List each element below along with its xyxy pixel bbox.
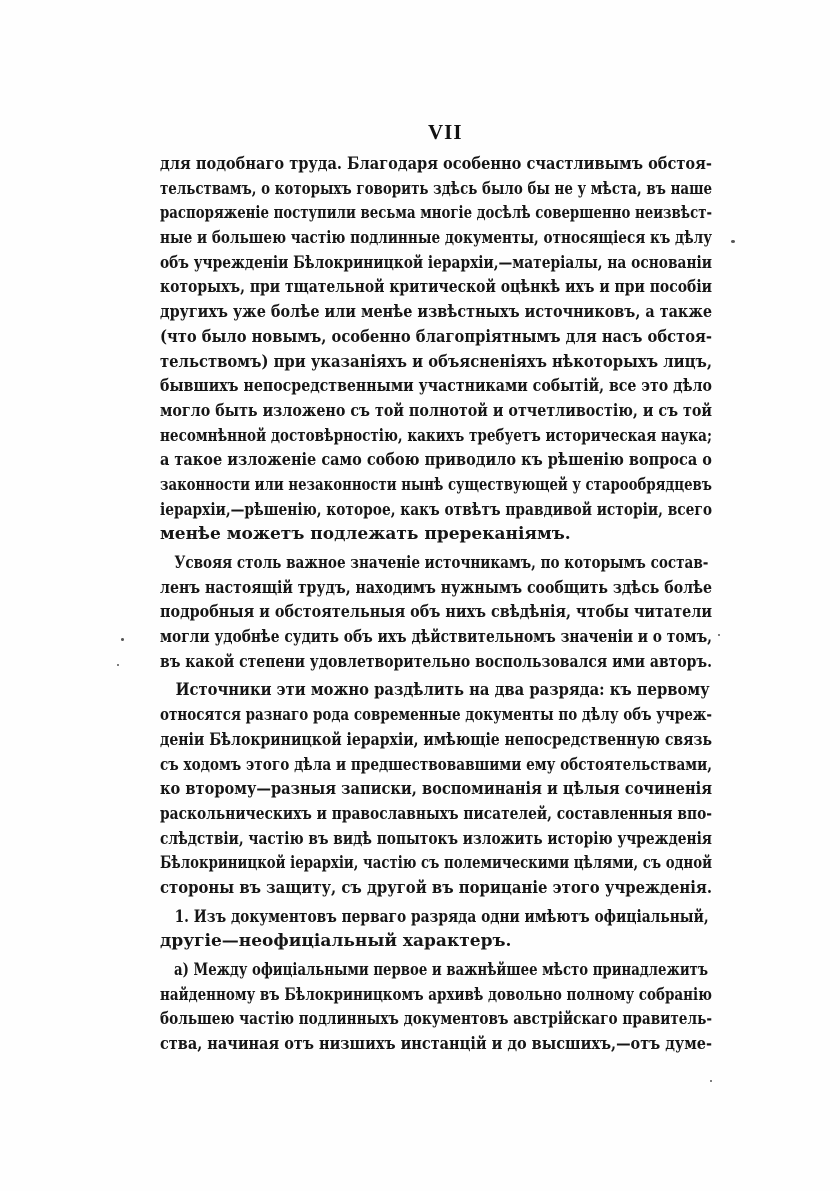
text-line: слѣдствіи, частію въ видѣ попытокъ изложить исторію учрежденія (160, 828, 712, 849)
text-line: могли удобнѣе судить объ ихъ дѣйствительномъ значеніи и о томъ, (160, 627, 712, 648)
text-line: раскольническихъ и православныхъ писателей, составленныя впо- (160, 803, 713, 824)
text-line: въ какой степени удовлетворительно воспользовался ими авторъ. (160, 651, 713, 672)
text-line: могло быть изложено съ той полнотой и отчетливостію, и съ той (160, 400, 712, 421)
text-line: относятся разнаго рода современные документы по дѣлу объ учреж- (160, 705, 713, 726)
text-line: несомнѣнной достовѣрностію, какихъ требуетъ историческая наука; (160, 425, 712, 446)
text-line: менѣе можетъ подлежать пререканіямъ. (160, 524, 571, 545)
text-line: найденному въ Бѣлокриницкомъ архивѣ довольно полному собранію (160, 984, 712, 1005)
text-line: ко второму—разныя записки, воспоминанія и цѣлыя сочиненія (160, 779, 713, 800)
text-line: законности или незаконности нынѣ существующей у старообрядцевъ (160, 474, 712, 495)
paragraph-start-line: Источники эти можно раздѣлить на два разряда: къ первому (175, 680, 710, 701)
text-line: Бѣлокриницкой іерархіи, частію съ полемическими цѣлями, съ одной (160, 853, 712, 874)
text-line: съ ходомъ этого дѣла и предшествовавшими ему обстоятельствами, (160, 754, 713, 775)
text-line: другихъ уже болѣе или менѣе извѣстныхъ источниковъ, а также (160, 302, 713, 323)
text-line: подробныя и обстоятельныя объ нихъ свѣдѣнія, чтобы читатели (160, 602, 713, 623)
text-line: ства, начиная отъ низшихъ инстанцій и до высшихъ,—отъ думе- (160, 1034, 712, 1055)
scan-speck (718, 634, 720, 636)
text-line: стороны въ защиту, съ другой въ порицаніе этого учрежденія. (160, 877, 713, 898)
text-line: большею частію подлинныхъ документовъ австрійскаго правитель- (160, 1009, 713, 1030)
scan-speck (117, 664, 119, 666)
text-line: деніи Бѣлокриницкой іерархіи, имѣющіе непосредственную связь (160, 729, 713, 750)
paragraph-start-line: а) Между офиціальными первое и важнѣйшее мѣсто принадлежитъ (174, 960, 709, 980)
paragraph-start-line: 1. Изъ документовъ перваго разряда одни имѣютъ офиціальный, (174, 906, 709, 927)
text-line: которыхъ, при тщательной критической оцѣнкѣ ихъ и при пособіи (160, 277, 712, 298)
text-line: тельствомъ) при указаніяхъ и объясненіяхъ нѣкоторыхъ лицъ, (160, 351, 712, 372)
text-line: тельствамъ, о которыхъ говорить здѣсь было бы не у мѣста, въ наше (160, 178, 713, 199)
page-number: VII (428, 120, 463, 144)
text-line: а такое изложеніе само собою приводило къ рѣшенію вопроса о (160, 450, 712, 471)
scan-speck (121, 638, 124, 641)
scan-speck (731, 240, 735, 243)
text-line: бывшихъ непосредственными участниками событій, все это дѣло (160, 376, 713, 397)
text-line: ленъ настоящій трудъ, находимъ нужнымъ сообщить здѣсь болѣе (160, 577, 713, 598)
text-line: распоряженіе поступили весьма многіе досѣлѣ совершенно неизвѣст- (160, 203, 713, 224)
text-line: объ учрежденіи Бѣлокриницкой іерархіи,—матеріалы, на основаніи (160, 252, 712, 273)
text-line: ные и большею частію подлинные документы, относящіеся къ дѣлу (160, 228, 712, 249)
text-line: для подобнаго труда. Благодаря особенно счастливымъ обстоя- (160, 154, 712, 174)
text-line: другіе—неофиціальный характеръ. (160, 931, 512, 952)
paragraph-start-line: Усвояя столь важное значеніе источникамъ, по которымъ состав- (174, 553, 709, 573)
body-text (160, 152, 712, 1057)
text-line: іерархіи,—рѣшенію, которое, какъ отвѣтъ правдивой исторіи, всего (160, 499, 713, 520)
text-line: (что было новымъ, особенно благопріятнымъ для насъ обстоя- (160, 326, 712, 347)
scan-speck (710, 1080, 712, 1082)
